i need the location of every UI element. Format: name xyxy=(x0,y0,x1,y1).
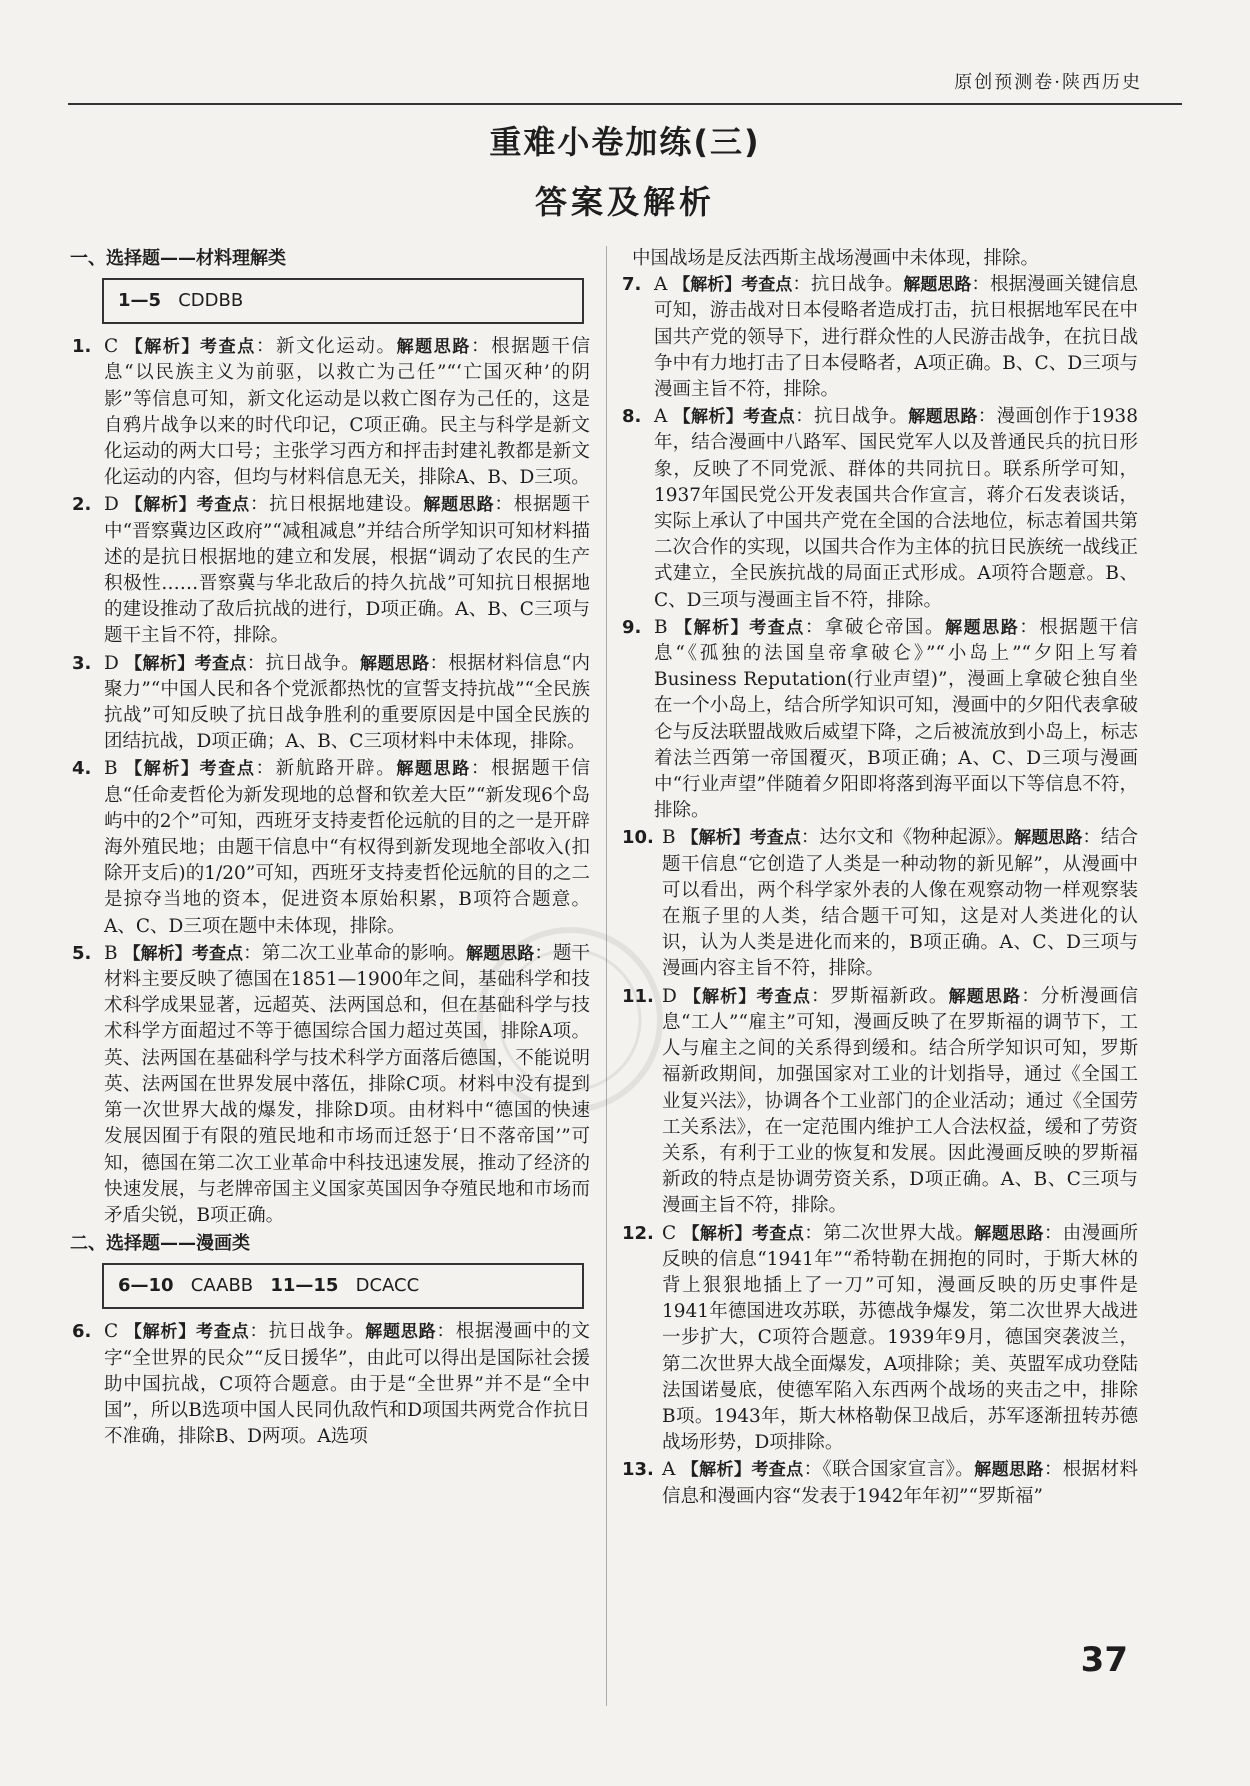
analysis-label: 【解析】 xyxy=(675,617,750,638)
item-explanation: 根据题干信息“以民族主义为前驱，以救亡为己任”“‘亡国灭种’的阴影”等信息可知，新文化运动是以救亡图存为己任的，这是自鸦片战争以来的时代印记，C项正确。民主与科学是新文化运动的两大口号；主张学习西方和抨击封建礼教都是新文化运动的内容，但均与材料信息无关，排除A、B、D三项。 xyxy=(104,336,590,489)
item-explanation: 根据漫画中的文字“全世界的民众”“反日援华”，由此可以得出是国际社会援助中国抗战，C项符合题意。由于是“全世界”并不是“全中国”，所以B选项中国人民同仇敌忾和D项国共两党合作抗日不准确，排除B、D两项。A选项 xyxy=(104,1321,590,1448)
item-topic: 罗斯福新政。 xyxy=(830,985,949,1007)
point-label: 考查点 xyxy=(200,337,256,358)
thinking-label: 解题思路 xyxy=(974,1460,1044,1481)
answer-item: 8. A 【解析】考查点：抗日战争。解题思路：漫画创作于1938年，结合漫画中八路军、国民党军人以及普通民兵的抗日形象，反映了不同党派、群体的共同抗日。联系所学可知，1937年国民党公开发表国共合作宣言，蒋介石发表谈话，实际上承认了中国共产党在全国的合法地位，标志着国共第二次合作的实现，以国共合作为主体的抗日民族统一战线正式建立，全民族抗战的局面正式形成。A项符合题意。B、C、D三项与漫画主旨不符，排除。 xyxy=(622,406,1138,611)
item-topic: 新文化运动。 xyxy=(275,336,397,358)
header-rule xyxy=(68,103,1182,105)
item-answer: B xyxy=(104,758,118,780)
answer-item: 6. C 【解析】考查点：抗日战争。解题思路：根据漫画中的文字“全世界的民众”“反日援华”，由此可以得出是国际社会援助中国抗战，C项符合题意。由于是“全世界”并不是“全中国”，所以B选项中国人民同仇敌忾和D项国共两党合作抗日不准确，排除B、D两项。A选项 xyxy=(72,1321,590,1448)
item-topic: 第二次工业革命的影响。 xyxy=(261,942,467,964)
item-answer: A xyxy=(662,1459,676,1481)
item-topic: 拿破仑帝国。 xyxy=(824,616,946,638)
analysis-label: 【解析】 xyxy=(124,1322,197,1343)
thinking-label: 解题思路 xyxy=(1014,828,1083,849)
right-column xyxy=(620,246,1138,1511)
item-topic: 抗日战争。 xyxy=(810,274,904,296)
item-explanation: 根据题干中“晋察冀边区政府”“减租减息”并结合所学知识可知材料描述的是抗日根据地的建立和发展，根据“调动了农民的生产积极性……晋察冀与华北敌后的持久抗战”可知抗日根据地的建设推动了敌后抗战的进行，D项正确。A、B、C三项与题干主旨不符，排除。 xyxy=(104,494,590,647)
analysis-label: 【解析】 xyxy=(123,943,192,964)
answer-item: 7. A 【解析】考查点：抗日战争。解题思路：根据漫画关键信息可知，游击战对日本侵略者造成打击，抗日根据地军民在中国共产党的领导下，进行群众性的人民游击战争，在抗日战争中有力地打击了日本侵略者，A项正确。B、C、D三项与漫画主旨不符，排除。 xyxy=(622,274,1138,401)
analysis-label: 【解析】 xyxy=(673,407,744,428)
answer-box-1 xyxy=(102,278,584,324)
analysis-label: 【解析】 xyxy=(681,1460,752,1481)
point-label: 考查点 xyxy=(752,1223,805,1244)
analysis-label: 【解析】 xyxy=(125,337,201,358)
answer-range: 6—10 xyxy=(118,1275,174,1297)
thinking-label: 解题思路 xyxy=(945,617,1020,638)
item-answer: B xyxy=(104,942,118,964)
item-number: 6. xyxy=(72,1321,92,1343)
answer-key: CAABB xyxy=(190,1275,254,1297)
section-title-2: 二、选择题——漫画类 xyxy=(70,1233,250,1255)
item-answer: B xyxy=(662,827,676,849)
answer-range: 11—15 xyxy=(270,1275,339,1297)
page-subtitle: 答案及解析 xyxy=(534,183,715,221)
left-column xyxy=(70,246,590,1451)
item-number: 11. xyxy=(622,985,654,1007)
thinking-label: 解题思路 xyxy=(903,275,972,296)
item-answer: D xyxy=(662,985,677,1007)
item-6-continuation: 中国战场是反法西斯主战场漫画中未体现，排除。 xyxy=(632,248,1040,269)
answer-key: DCACC xyxy=(355,1275,420,1297)
item-number: 2. xyxy=(72,494,92,516)
item-answer: C xyxy=(662,1222,677,1244)
point-label: 考查点 xyxy=(194,653,247,674)
analysis-label: 【解析】 xyxy=(673,275,742,296)
item-topic: 抗日根据地建设。 xyxy=(269,494,424,516)
page-title: 重难小卷加练(三) xyxy=(489,123,761,161)
item-answer: D xyxy=(104,494,119,516)
point-label: 考查点 xyxy=(191,943,244,964)
item-explanation: 根据题干信息“《孤独的法国皇帝拿破仑》”“小岛上”“夕阳上写着Business Reputation(行业声望)”，漫画上拿破仑独自坐在一个小岛上，结合所学知识可知，漫画中的夕阳代表拿破仑与反法联盟战败后威望下降，之后被流放到小岛上，标志着法兰西第一帝国覆灭，B项正确；A、C、D三项与漫画中“行业声望”伴随着夕阳即将落到海平面以下等信息不符，排除。 xyxy=(654,616,1138,822)
item-explanation: 根据题干信息“任命麦哲伦为新发现地的总督和钦差大臣”“新发现6个岛屿中的2个”可知，西班牙支持麦哲伦远航的目的之一是开辟海外殖民地；由题干信息中“有权得到新发现地全部收入(扣除开支后)的1/20”可知，西班牙支持麦哲伦远航的目的之二是掠夺当地的资本，促进资本原始积累，B项符合题意。A、C、D三项在题中未体现，排除。 xyxy=(104,758,590,937)
item-topic: 新航路开辟。 xyxy=(275,758,397,780)
point-label: 考查点 xyxy=(749,617,805,638)
answer-item: 3. D 【解析】考查点：抗日战争。解题思路：根据材料信息“内聚力”“中国人民和各个党派都热忱的宣誓支持抗战”“全民族抗战”可知反映了抗日战争胜利的重要原因是中国全民族的团结抗战，D项正确；A、B、C三项材料中未体现，排除。 xyxy=(72,652,590,753)
series-title: 原创预测卷·陕西历史 xyxy=(954,72,1142,93)
item-explanation: 由漫画所反映的信息“1941年”“希特勒在拥抱的同时，于斯大林的背上狠狠地插上了一刀”可知，漫画反映的历史事件是1941年德国进攻苏联，苏德战争爆发，第二次世界大战进一步扩大，C项符合题意。1939年9月，德国突袭波兰，第二次世界大战全面爆发，A项排除；美、英盟军成功登陆法国诺曼底，使德军陷入东西两个战场的夹击之中，排除B项。1943年，斯大林格勒保卫战后，苏军逐渐扭转苏德战场形势，D项排除。 xyxy=(662,1222,1138,1454)
thinking-label: 解题思路 xyxy=(365,1322,437,1343)
item-answer: C xyxy=(104,1321,119,1343)
item-topic: 第二次世界大战。 xyxy=(823,1222,975,1244)
answer-item: 4. B 【解析】考查点：新航路开辟。解题思路：根据题干信息“任命麦哲伦为新发现地的总督和钦差大臣”“新发现6个岛屿中的2个”可知，西班牙支持麦哲伦远航的目的之一是开辟海外殖民地；由题干信息中“有权得到新发现地全部收入(扣除开支后)的1/20”可知，西班牙支持麦哲伦远航的目的之二是掠夺当地的资本，促进资本原始积累，B项符合题意。A、C、D三项在题中未体现，排除。 xyxy=(72,758,590,937)
point-label: 考查点 xyxy=(196,495,250,516)
answer-item: 9. B 【解析】考查点：拿破仑帝国。解题思路：根据题干信息“《孤独的法国皇帝拿破仑》”“小岛上”“夕阳上写着Business Reputation(行业声望)”，漫画上拿破仑独自坐在一个小岛上，结合所学知识可知，漫画中的夕阳代表拿破仑与反法联盟战败后威望下降，之后被流放到小岛上，标志着法兰西第一帝国覆灭，B项正确；A、C、D三项与漫画中“行业声望”伴随着夕阳即将落到海平面以下等信息不符，排除。 xyxy=(622,616,1138,822)
item-number: 8. xyxy=(622,406,642,428)
item-number: 9. xyxy=(622,616,642,638)
analysis-label: 【解析】 xyxy=(125,759,200,780)
analysis-label: 【解析】 xyxy=(125,495,197,516)
thinking-label: 解题思路 xyxy=(360,653,430,674)
thinking-label: 解题思路 xyxy=(423,495,495,516)
thinking-label: 解题思路 xyxy=(466,943,535,964)
item-topic: 抗日战争。 xyxy=(268,1321,366,1343)
item-explanation: 结合题干信息“它创造了人类是一种动物的新见解”，从漫画中可以看出，两个科学家外表的人像在观察动物一样观察装在瓶子里的人类，结合题干可知，这是对人类进化的认识，认为人类是进化而来的，B项正确。A、C、D三项与漫画内容主旨不符，排除。 xyxy=(662,827,1138,980)
thinking-label: 解题思路 xyxy=(948,986,1022,1007)
watermark-stamp xyxy=(470,920,670,1120)
point-label: 考查点 xyxy=(749,828,801,849)
point-label: 考查点 xyxy=(751,1460,804,1481)
item-explanation: 分析漫画信息“工人”“雇主”可知，漫画反映了在罗斯福的调节下，工人与雇主之间的关系得到缓和。结合所学知识可知，罗斯福新政期间，加强国家对工业的计划指导，通过《全国工业复兴法》，协调各个工业部门的企业活动；通过《全国劳工关系法》，在一定范围内维护工人合法权益，缓和了劳资关系，有利于工业的恢复和发展。因此漫画反映的罗斯福新政的特点是协调劳资关系，D项正确。A、B、C三项与漫画主旨不符，排除。 xyxy=(662,985,1138,1217)
answer-item: 12. C 【解析】考查点：第二次世界大战。解题思路：由漫画所反映的信息“1941年”“希特勒在拥抱的同时，于斯大林的背上狠狠地插上了一刀”可知，漫画反映的历史事件是1941年德国进攻苏联，苏德战争爆发，第二次世界大战进一步扩大，C项符合题意。1939年9月，德国突袭波兰，第二次世界大战全面爆发，A项排除；美、英盟军成功登陆法国诺曼底，使德军陷入东西两个战场的夹击之中，排除B项。1943年，斯大林格勒保卫战后，苏军逐渐扭转苏德战场形势，D项排除。 xyxy=(622,1222,1138,1454)
item-topic: 抗日战争。 xyxy=(814,406,909,428)
analysis-label: 【解析】 xyxy=(681,828,750,849)
item-number: 12. xyxy=(622,1222,654,1244)
item-answer: D xyxy=(104,652,119,674)
item-number: 4. xyxy=(72,758,92,780)
point-label: 考查点 xyxy=(196,1322,250,1343)
thinking-label: 解题思路 xyxy=(908,407,978,428)
thinking-label: 解题思路 xyxy=(396,759,471,780)
item-explanation: 根据漫画关键信息可知，游击战对日本侵略者造成打击，抗日根据地军民在中国共产党的领导下，进行群众性的人民游击战争，在抗日战争中有力地打击了日本侵略者，A项正确。B、C、D三项与漫画主旨不符，排除。 xyxy=(654,274,1138,401)
item-topic: 达尔文和《物种起源》。 xyxy=(819,827,1015,849)
answer-item: 11. D 【解析】考查点：罗斯福新政。解题思路：分析漫画信息“工人”“雇主”可知，漫画反映了在罗斯福的调节下，工人与雇主之间的关系得到缓和。结合所学知识可知，罗斯福新政期间，加强国家对工业的计划指导，通过《全国工业复兴法》，协调各个工业部门的企业活动；通过《全国劳工关系法》，在一定范围内维护工人合法权益，缓和了劳资关系，有利于工业的恢复和发展。因此漫画反映的罗斯福新政的特点是协调劳资关系，D项正确。A、B、C三项与漫画主旨不符，排除。 xyxy=(622,985,1138,1217)
item-topic: 抗日战争。 xyxy=(265,652,361,674)
section-title-1: 一、选择题——材料理解类 xyxy=(70,248,286,269)
answer-item: 10. B 【解析】考查点：达尔文和《物种起源》。解题思路：结合题干信息“它创造了人类是一种动物的新见解”，从漫画中可以看出，两个科学家外表的人像在观察动物一样观察装在瓶子里的人类，结合题干可知，这是对人类进化的认识，认为人类是进化而来的，B项正确。A、C、D三项与漫画内容主旨不符，排除。 xyxy=(622,827,1138,980)
point-label: 考查点 xyxy=(743,407,796,428)
item-number: 10. xyxy=(622,827,654,849)
answer-item: 5. B 【解析】考查点：第二次工业革命的影响。解题思路：题干材料主要反映了德国在1851—1900年之间，基础科学和技术科学成果显著，远超英、法两国总和，但在基础科学与技术科学方面超过不等于德国综合国力超过英国，排除A项。英、法两国在基础科学与技术科学方面落后德国，不能说明英、法两国在世界发展中落伍，排除C项。材料中没有提到第一次世界大战的爆发，排除D项。由材料中“德国的快速发展因囿于有限的殖民地和市场而迁怒于‘日不落帝国’”可知，德国在第二次工业革命中科技迅速发展，推动了经济的快速发展，与老牌帝国主义国家英国因争夺殖民地和市场而矛盾尖锐，B项正确。 xyxy=(72,942,590,1226)
item-explanation: 漫画创作于1938年，结合漫画中八路军、国民党军人以及普通民兵的抗日形象，反映了不同党派、群体的共同抗日。联系所学可知，1937年国民党公开发表国共合作宣言，蒋介石发表谈话，实际上承认了中国共产党在全国的合法地位，标志着国共第二次合作的实现，以国共合作为主体的抗日民族统一战线正式建立，全民族抗战的局面正式形成。A项符合题意。B、C、D三项与漫画主旨不符，排除。 xyxy=(654,406,1138,611)
answer-item: 1. C 【解析】考查点：新文化运动。解题思路：根据题干信息“以民族主义为前驱，以救亡为己任”“‘亡国灭种’的阴影”等信息可知，新文化运动是以救亡图存为己任的，这是自鸦片战争以来的时代印记，C项正确。民主与科学是新文化运动的两大口号；主张学习西方和抨击封建礼教都是新文化运动的内容，但均与材料信息无关，排除A、B、D三项。 xyxy=(72,336,590,489)
point-label: 考查点 xyxy=(199,759,256,780)
answer-item: 2. D 【解析】考查点：抗日根据地建设。解题思路：根据题干中“晋察冀边区政府”“减租减息”并结合所学知识可知材料描述的是抗日根据地的建立和发展，根据“调动了农民的生产积极性……晋察冀与华北敌后的持久抗战”可知抗日根据地的建设推动了敌后抗战的进行，D项正确。A、B、C三项与题干主旨不符，排除。 xyxy=(72,494,590,647)
answer-item: 13. A 【解析】考查点：《联合国家宣言》。解题思路：根据材料信息和漫画内容“发表于1942年年初”“罗斯福” xyxy=(622,1459,1138,1507)
item-number: 3. xyxy=(72,652,92,674)
page-number: 37 xyxy=(1080,1640,1128,1680)
answer-range: 1—5 xyxy=(118,290,162,312)
item-number: 13. xyxy=(622,1459,654,1481)
item-explanation: 题干材料主要反映了德国在1851—1900年之间，基础科学和技术科学成果显著，远超英、法两国总和，但在基础科学与技术科学方面超过不等于德国综合国力超过英国，排除A项。英、法两国在基础科学与技术科学方面落后德国，不能说明英、法两国在世界发展中落伍，排除C项。材料中没有提到第一次世界大战的爆发，排除D项。由材料中“德国的快速发展因囿于有限的殖民地和市场而迁怒于‘日不落帝国’”可知，德国在第二次工业革命中科技迅速发展，推动了经济的快速发展，与老牌帝国主义国家英国因争夺殖民地和市场而矛盾尖锐，B项正确。 xyxy=(104,942,590,1226)
analysis-label: 【解析】 xyxy=(125,653,195,674)
item-answer: A xyxy=(654,406,668,428)
point-label: 考查点 xyxy=(741,275,793,296)
answer-box-2 xyxy=(102,1263,584,1309)
thinking-label: 解题思路 xyxy=(396,337,471,358)
point-label: 考查点 xyxy=(756,986,811,1007)
item-explanation: 根据材料信息和漫画内容“发表于1942年年初”“罗斯福” xyxy=(662,1459,1138,1507)
analysis-label: 【解析】 xyxy=(682,1223,753,1244)
item-answer: A xyxy=(654,274,668,296)
item-answer: C xyxy=(104,336,119,358)
answer-key: CDDBB xyxy=(178,290,244,312)
item-answer: B xyxy=(654,616,668,638)
item-number: 5. xyxy=(72,942,92,964)
item-number: 1. xyxy=(72,336,92,358)
thinking-label: 解题思路 xyxy=(974,1223,1044,1244)
item-number: 7. xyxy=(622,274,642,296)
item-topic: 《联合国家宣言》。 xyxy=(822,1459,975,1481)
analysis-label: 【解析】 xyxy=(683,986,757,1007)
item-explanation: 根据材料信息“内聚力”“中国人民和各个党派都热忱的宣誓支持抗战”“全民族抗战”可知反映了抗日战争胜利的重要原因是中国全民族的团结抗战，D项正确；A、B、C三项材料中未体现，排除。 xyxy=(104,652,590,753)
